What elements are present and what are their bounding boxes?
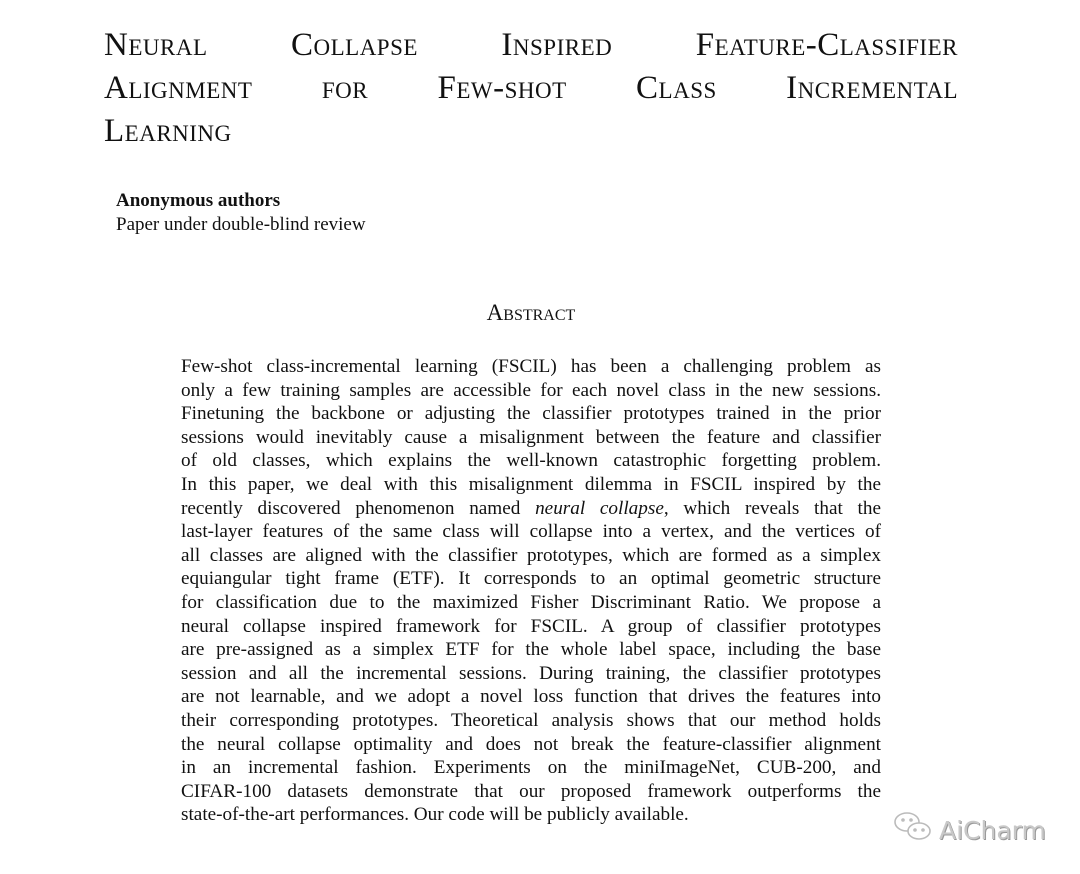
abstract-line: Finetuning the backbone or adjusting the classifier prototypes trained in the prior xyxy=(181,403,881,425)
text: , which reveals that the xyxy=(663,497,881,519)
title-line: Alignment for Few-shot Class Incremental xyxy=(104,70,958,106)
abstract-line: their corresponding prototypes. Theoretical analysis shows that our method holds xyxy=(181,709,881,731)
abstract-line: Few-shot class-incremental learning (FSCIL) has been a challenging problem as xyxy=(181,356,881,377)
abstract-line: CIFAR-100 datasets demonstrate that our proposed framework outperforms the xyxy=(181,780,881,802)
title-line: Neural Collapse Inspired Feature-Classifier xyxy=(104,27,958,63)
abstract-body xyxy=(181,355,881,827)
abstract-line: in an incremental fashion. Experiments on the miniImageNet, CUB-200, and xyxy=(181,757,881,779)
author-name: Anonymous authors xyxy=(116,190,281,211)
wechat-icon xyxy=(893,810,933,850)
watermark-text: AiCharm xyxy=(939,815,1046,845)
abstract-line: In this paper, we deal with this misalignment dilemma in FSCIL inspired by the xyxy=(181,473,881,495)
abstract-line: are pre-assigned as a simplex ETF for the whole label space, including the base xyxy=(181,639,881,661)
abstract-line: neural collapse inspired framework for FSCIL. A group of classifier prototypes xyxy=(181,615,881,637)
abstract-line: are not learnable, and we adopt a novel loss function that drives the features into xyxy=(181,686,881,708)
abstract-heading: Abstract xyxy=(486,300,576,325)
abstract-line: for classification due to the maximized Fisher Discriminant Ratio. We propose a xyxy=(181,591,881,613)
abstract-line: all classes are aligned with the classifier prototypes, which are formed as a simplex xyxy=(181,544,881,566)
abstract-line: state-of-the-art performances. Our code will be publicly available. xyxy=(181,804,689,826)
abstract-line: sessions would inevitably cause a misalignment between the feature and classifier xyxy=(181,426,881,448)
abstract-line: of old classes, which explains the well-known catastrophic forgetting problem. xyxy=(181,450,881,472)
author-block xyxy=(116,189,366,237)
watermark xyxy=(893,810,1046,850)
abstract-line: only a few training samples are accessible for each novel class in the new sessions. xyxy=(181,379,881,401)
italic-term: neural collapse xyxy=(535,497,664,519)
text: recently discovered phenomenon named xyxy=(181,497,536,519)
abstract-line xyxy=(181,497,881,521)
paper-title xyxy=(104,24,958,153)
abstract-line: equiangular tight frame (ETF). It corresponds to an optimal geometric structure xyxy=(181,568,881,590)
title-line: Learning xyxy=(104,113,232,149)
author-affiliation: Paper under double-blind review xyxy=(116,214,366,235)
abstract-line: last-layer features of the same class will collapse into a vertex, and the vertices of xyxy=(181,521,881,543)
abstract-line: the neural collapse optimality and does not break the feature-classifier alignment xyxy=(181,733,881,755)
abstract-line: session and all the incremental sessions. During training, the classifier prototypes xyxy=(181,662,881,684)
